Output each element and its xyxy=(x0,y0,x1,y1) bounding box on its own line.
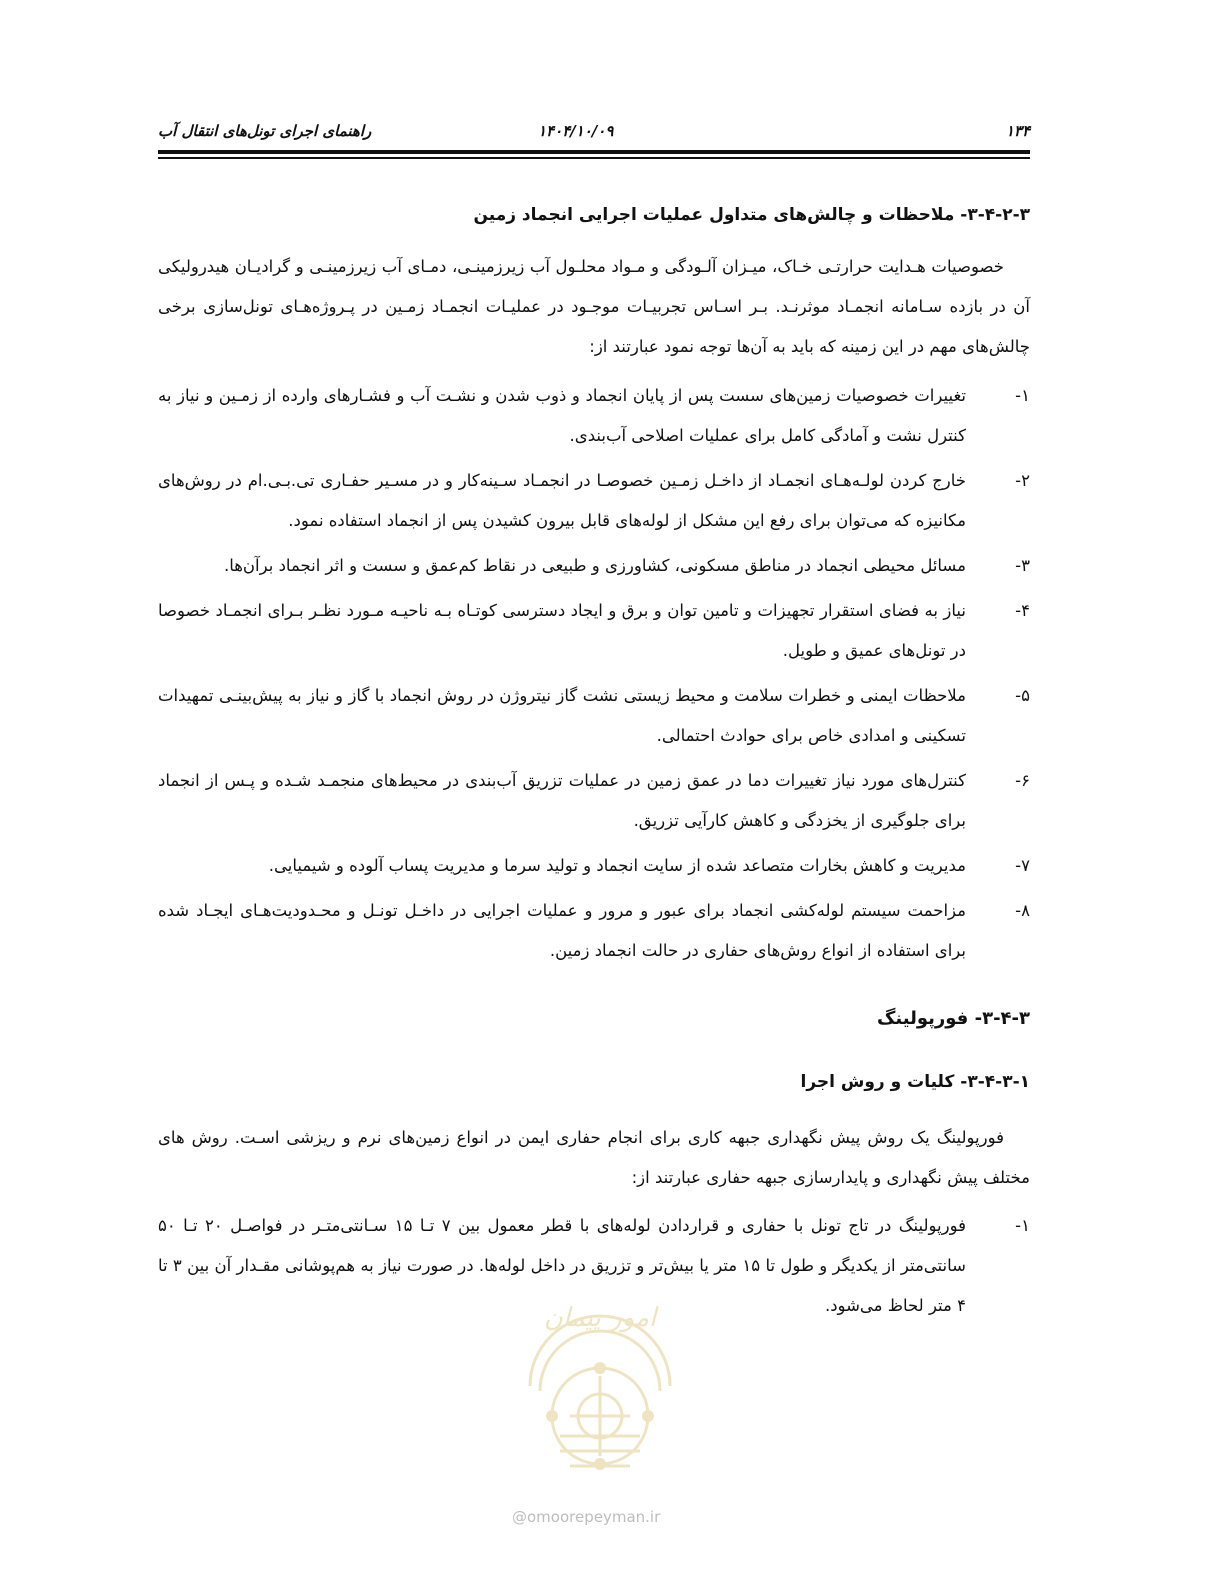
list-item xyxy=(158,461,1030,541)
sub-heading: ۳-۴-۳-۱- کلیات و روش اجرا xyxy=(800,1072,1030,1092)
header-rule-thick xyxy=(158,150,1030,154)
list-number: ۶- xyxy=(1015,771,1030,790)
list-item xyxy=(158,891,1030,971)
list-item-text: خارج کردن لولـه‌هـای انجمـاد از داخـل زمـین خصوصـا در انجمـاد سـینه‌کار و در مسـیر حفـاری تی.بـی.ام در روش‌های مکانیزه که می‌توان برای رفع این مشکل از لوله‌های قابل بیرون کشیدن پس از انجماد استفاده نمود. xyxy=(158,471,966,530)
watermark-logo-icon xyxy=(500,1266,700,1496)
list-item xyxy=(158,761,1030,841)
watermark-logo-text: امور پیمان xyxy=(543,1303,657,1333)
header-date: ۱۴۰۴/۱۰/۰۹ xyxy=(538,122,614,140)
list-item-text: کنترل‌های مورد نیاز تغییرات دما در عمق زمین در عملیات تزریق آب‌بندی در محیط‌های منجمـد شـده و پـس از انجماد برای جلوگیری از یخزدگی و کاهش کارآیی تزریق. xyxy=(158,771,966,830)
running-header xyxy=(158,118,1030,144)
intro-paragraph: خصوصیات هـدایت حرارتـی خـاک، میـزان آلـودگی و مـواد محلـول آب زیرزمینـی، دمـای آب زیرزمینـی و گرادیـان هیدرولیکی آن در بازده سـامانه انجمـاد موثرنـد. بـر اسـاس تجربیـات موجـود در عملیـات انجمـاد زمـین در پـروژه‌هـای تونل‌سازی برخی چالش‌های مهم در این زمینه که باید به آن‌ها توجه نمود عبارتند از: xyxy=(158,257,1030,356)
list-item xyxy=(158,546,1030,586)
list-number: ۵- xyxy=(1015,686,1030,705)
forepoling-paragraph: فورپولینگ یک روش پیش نگهداری جبهه کاری برای انجام حفاری ایمن در انواع زمین‌های نرم و ریزشی اسـت. روش های مختلف پیش نگهداری و پایدارسازی جبهه حفاری عبارتند از: xyxy=(158,1128,1030,1187)
list-item-text: فورپولینگ در تاج تونل با حفاری و قراردادن لوله‌های با قطر معمول بین ۷ تـا ۱۵ سـانتی‌متـر در فواصـل ۲۰ تـا ۵۰ سانتی‌متر از یکدیگر و طول تا ۱۵ متر یا بیش‌تر و تزریق در داخل لوله‌ها. در صورت نیاز به هم‌پوشانی مقـدار آن بین ۳ تا ۴ متر لحاظ می‌شود. xyxy=(158,1216,966,1315)
list-item-text: مزاحمت سیستم لوله‌کشی انجماد برای عبور و مرور و عملیات اجرایی در داخـل تونـل و محـدودیت‌هـای ایجـاد شده برای استفاده از انواع روش‌های حفاری در حالت انجماد زمین. xyxy=(158,901,966,960)
list-number: ۸- xyxy=(1015,901,1030,920)
list-item-text: نیاز به فضای استقرار تجهیزات و تامین توان و برق و ایجاد دسترسی کوتـاه بـه ناحیـه مـورد نظـر بـرای انجمـاد خصوصا در تونل‌های عمیق و طویل. xyxy=(158,601,966,660)
list-item-text: ملاحظات ایمنی و خطرات سلامت و محیط زیستی نشت گاز نیتروژن در روش انجماد با گاز و نیاز به پیش‌بینـی تمهیدات تسکینی و امدادی خاص برای حوادث احتمالی. xyxy=(158,686,966,745)
main-heading: ۳-۴-۳- فورپولینگ xyxy=(876,1008,1030,1029)
list-item-text: مدیریت و کاهش بخارات متصاعد شده از سایت انجماد و تولید سرما و مدیریت پساب آلوده و شیمیایی. xyxy=(268,856,966,875)
watermark-site-text: omoorepeyman.ir xyxy=(527,1508,661,1526)
section-heading: ۳-۴-۲-۳- ملاحظات و چالش‌های متداول عملیات اجرایی انجماد زمین xyxy=(473,205,1030,225)
list-number: ۱- xyxy=(1015,386,1030,405)
list-number: ۲- xyxy=(1015,471,1030,490)
challenges-list xyxy=(158,376,1030,971)
header-rule-thin xyxy=(158,157,1030,159)
list-number: ۴- xyxy=(1015,601,1030,620)
page-number: ۱۳۴ xyxy=(1005,122,1030,140)
header-title: راهنمای اجرای تونل‌های انتقال آب xyxy=(158,122,372,140)
list-item xyxy=(158,676,1030,756)
list-item-text: تغییرات خصوصیات زمین‌های سست پس از پایان انجماد و ذوب شدن و نشـت آب و فشـارهای وارده از زمـین و نیاز به کنترل نشت و آمادگی کامل برای عملیات اصلاحی آب‌بندی. xyxy=(158,386,966,445)
list-number: ۷- xyxy=(1015,856,1030,875)
watermark-site: @omoorepeyman.ir xyxy=(512,1508,661,1526)
list-item xyxy=(158,376,1030,456)
list-number: ۳- xyxy=(1015,556,1030,575)
list-item xyxy=(158,591,1030,671)
list-item xyxy=(158,846,1030,886)
list-item-text: مسائل محیطی انجماد در مناطق مسکونی، کشاورزی و طبیعی در نقاط کم‌عمق و سست و اثر انجماد برآن‌ها. xyxy=(223,556,966,575)
list-number: ۱- xyxy=(1015,1216,1030,1235)
